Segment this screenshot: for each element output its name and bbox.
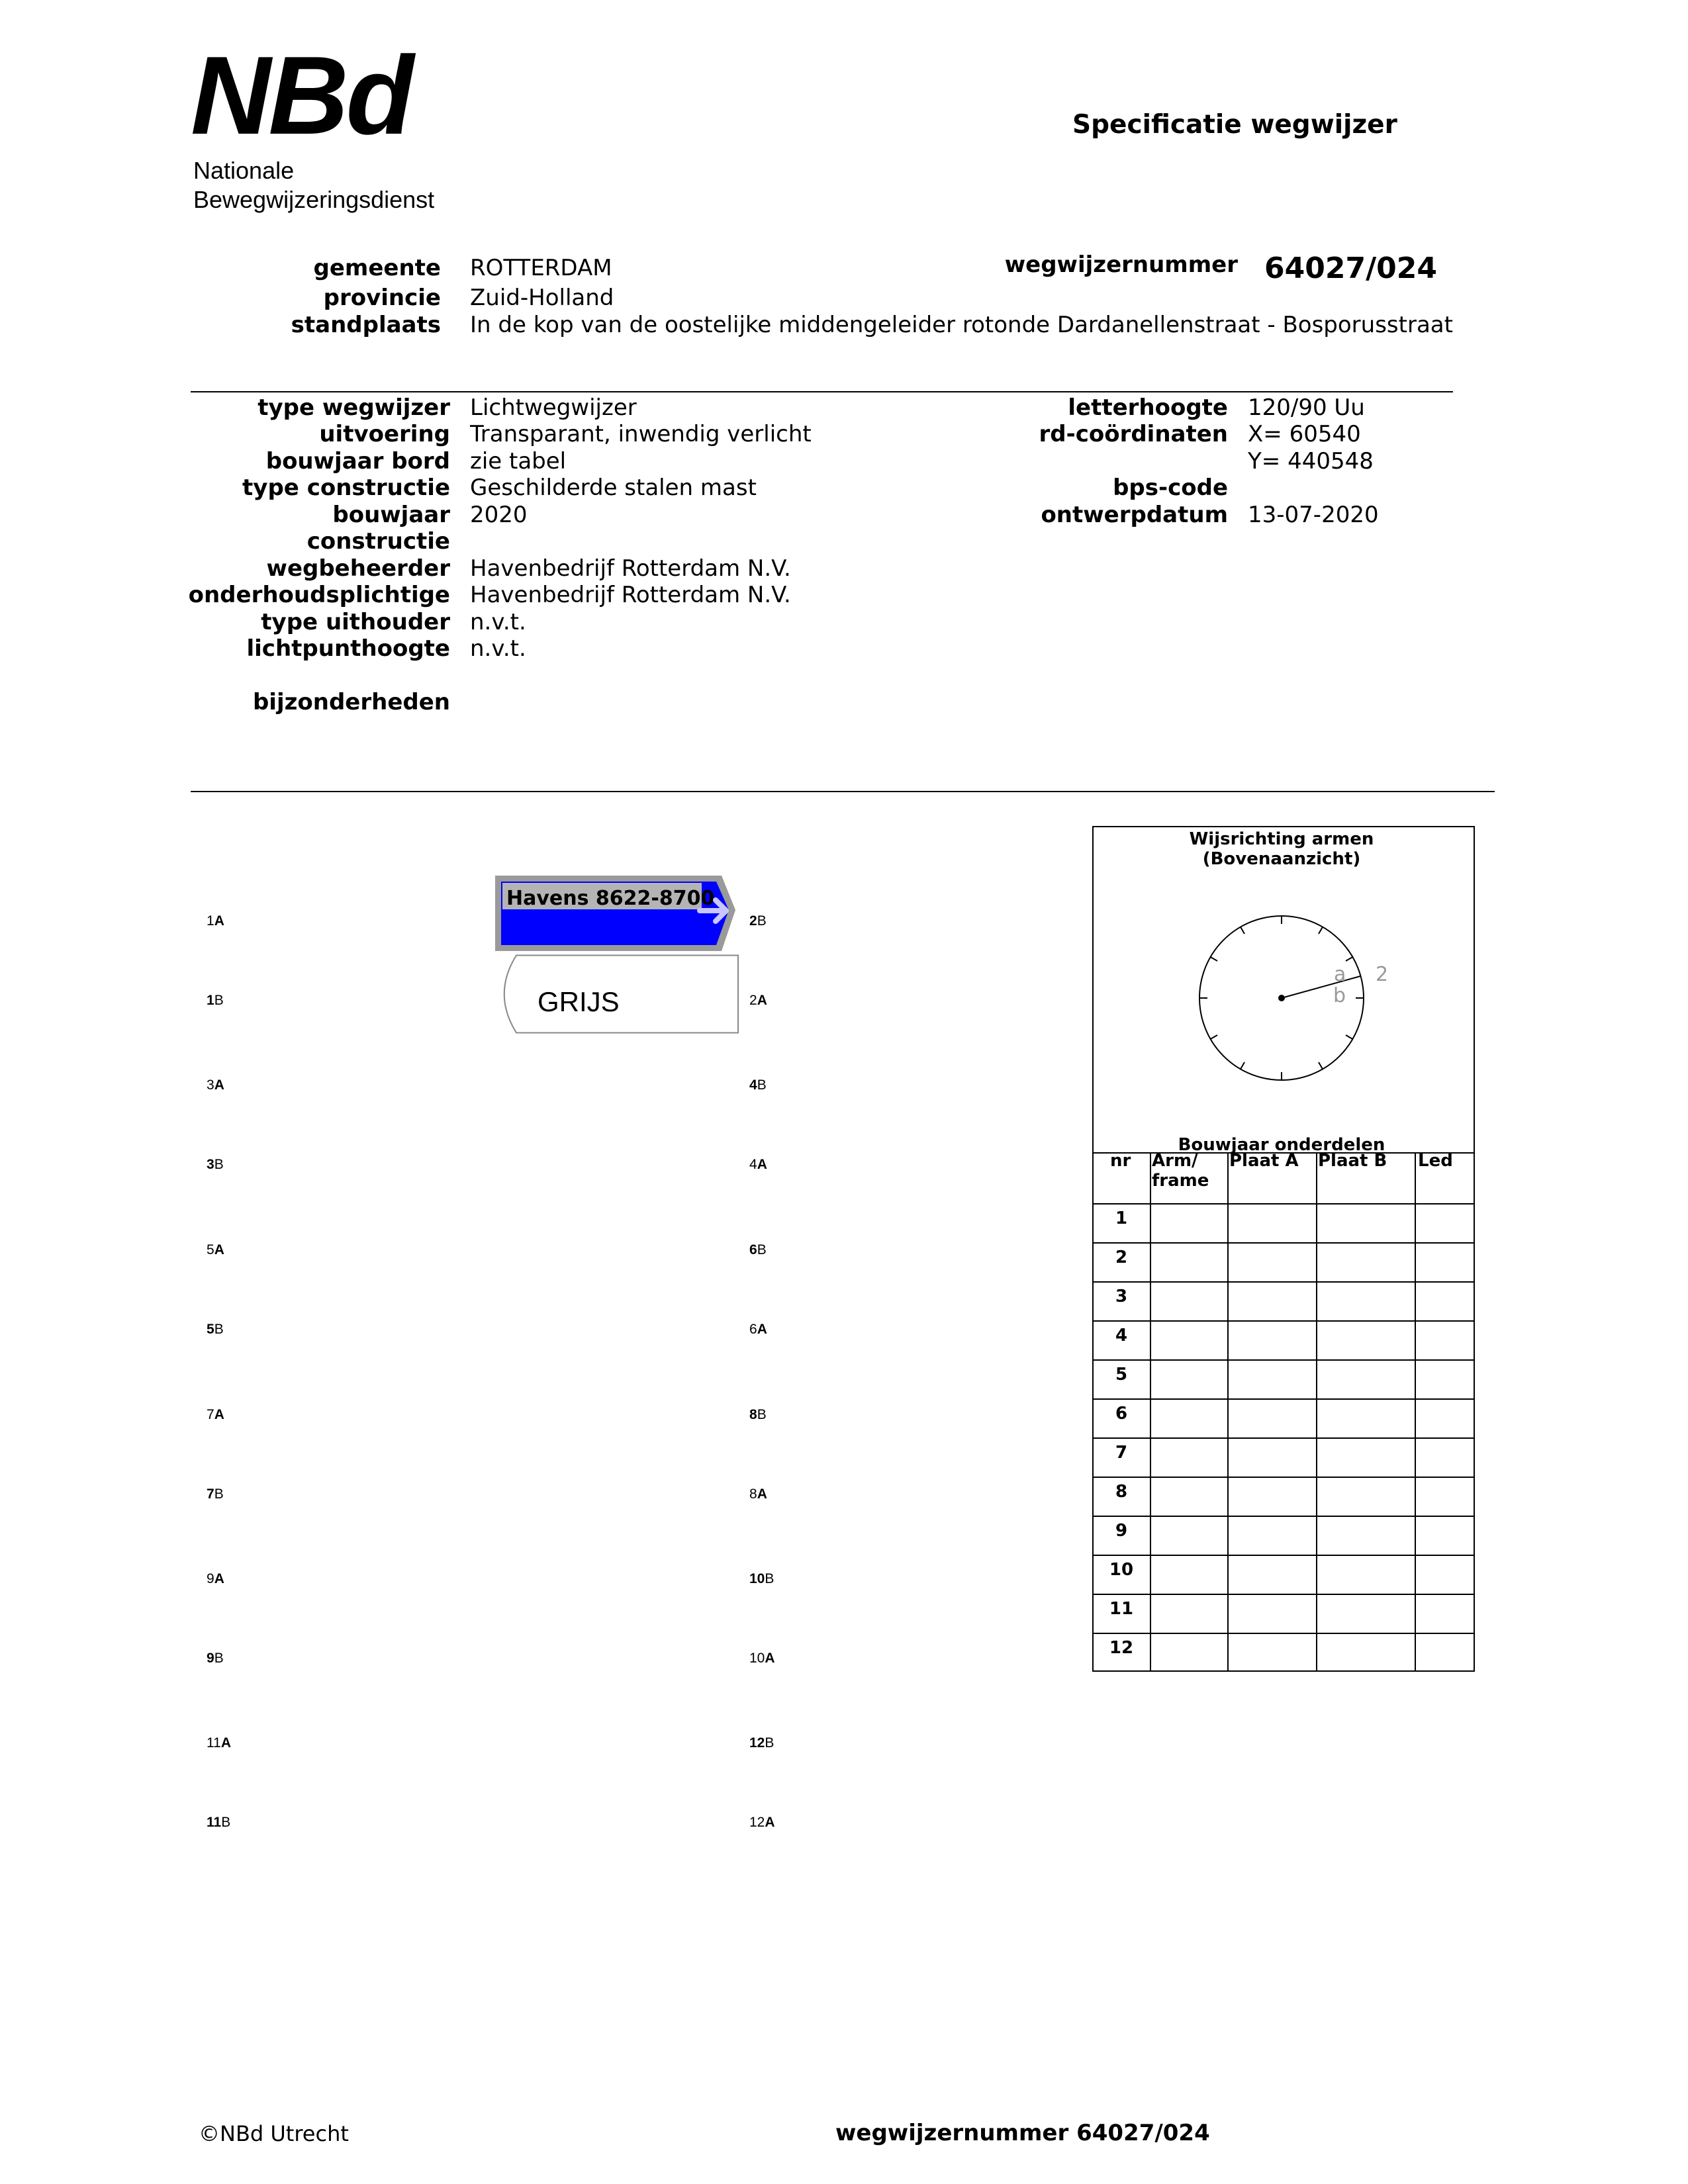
position-label [749,1077,767,1093]
position-label [207,1077,224,1093]
dial-tick [1319,1062,1323,1069]
position-letter: B [765,1735,774,1751]
table-row-number: 6 [1115,1404,1128,1424]
spec-value: Havenbedrijf Rotterdam N.V. [470,582,791,608]
wegwijzernummer-value: 64027/024 [1264,251,1437,285]
dial-tick [1211,957,1217,961]
position-label [749,1157,767,1173]
table-row-number: 10 [1109,1560,1134,1580]
dial-label-arm: 2 [1376,963,1389,986]
position-number: 3 [207,1077,214,1093]
position-label [207,1571,224,1587]
spec-value: 120/90 Uu [1248,394,1365,421]
position-number: 8 [749,1486,757,1502]
position-number: 11 [207,1815,222,1830]
dial-tick [1346,1035,1352,1039]
spec-value: Geschilderde stalen mast [470,475,757,501]
position-number: 3 [207,1157,214,1172]
position-label [207,1651,224,1666]
table-row-number: 9 [1115,1521,1128,1541]
spec-value: n.v.t. [470,609,526,635]
spec-label: bouwjaar bord [265,448,450,475]
table-header-nr: nr [1110,1151,1131,1171]
logo-line-1: Nationale [193,157,295,184]
spec-label: wegbeheerder [266,555,450,582]
position-letter: B [214,1157,224,1172]
position-number: 2 [749,993,757,1008]
position-letter: B [757,1077,767,1093]
position-letter: B [214,1486,224,1502]
position-number: 8 [749,1407,757,1422]
panel-title-1: Wijsrichting armen [1189,829,1374,849]
divider-top [191,391,1453,392]
direction-panel [1092,826,1475,1673]
spec-label: rd-coördinaten [1039,421,1228,447]
dial-tick [1346,957,1352,961]
spec-label: bps-code [1113,475,1228,501]
position-number: 5 [207,1322,214,1337]
position-number: 12 [749,1735,765,1751]
position-number: 6 [749,1322,757,1337]
arm-pointer [1282,976,1360,998]
table-row-number: 8 [1115,1482,1128,1502]
position-letter: B [214,1322,224,1337]
spec-label: type constructie [242,475,450,501]
table-header-frame: frame [1152,1171,1209,1191]
table-header-plaat-a: Plaat A [1229,1151,1299,1171]
sign-2-text: GRIJS [538,986,620,1017]
position-number: 10 [749,1571,765,1586]
provincie-label: provincie [323,285,441,311]
position-letter: A [757,993,767,1008]
position-letter: A [757,1157,767,1172]
table-header-led: Led [1418,1151,1453,1171]
position-number: 9 [207,1571,214,1586]
footer-copyright: ©NBd Utrecht [199,2121,349,2146]
position-letter: A [757,1322,767,1337]
spec-label-continued: constructie [306,528,450,555]
table-row-number: 7 [1115,1443,1128,1463]
dial-tick [1241,927,1244,934]
position-label [207,1815,230,1831]
position-label [207,1735,231,1751]
gemeente-value: ROTTERDAM [470,255,612,281]
position-letter: B [214,993,224,1008]
spec-label: lichtpunthoogte [246,635,450,662]
spec-label: type wegwijzer [258,394,450,421]
position-label [207,1322,224,1338]
position-label [207,1486,224,1502]
position-number: 1 [207,913,214,929]
spec-value: Transparant, inwendig verlicht [470,421,812,447]
position-number: 12 [749,1815,765,1830]
position-letter: B [765,1571,774,1586]
position-letter: A [214,1407,224,1422]
position-number: 4 [749,1077,757,1093]
spec-label: letterhoogte [1068,394,1228,421]
position-label [207,1242,224,1258]
position-letter: A [220,1735,231,1751]
table-header-plaat-b: Plaat B [1318,1151,1387,1171]
position-letter: B [757,1407,767,1422]
position-label [749,1735,774,1751]
position-letter: B [757,913,767,929]
logo-line-2: Bewegwijzeringsdienst [193,186,435,213]
position-label [749,1486,767,1502]
position-label [749,993,767,1009]
position-number: 10 [749,1651,765,1666]
table-row-number: 2 [1115,1248,1128,1267]
logo-brand: NBd [191,33,412,158]
position-letter: A [214,1077,224,1093]
spec-label: onderhoudsplichtige [188,582,450,608]
table-row-number: 4 [1115,1326,1128,1345]
position-number: 11 [207,1735,221,1751]
table-row-number: 11 [1109,1599,1134,1619]
table-row-number: 3 [1115,1287,1128,1306]
standplaats-label: standplaats [291,312,441,338]
spec-label: bouwjaar [332,502,450,528]
footer-wegwijzernummer: wegwijzernummer 64027/024 [835,2120,1210,2146]
table-row-number: 1 [1115,1208,1128,1228]
dial-label-b: b [1333,984,1346,1007]
compass-dial [1199,916,1388,1080]
table-title: Bouwjaar onderdelen [1178,1135,1385,1155]
spec-label: bijzonderheden [252,689,450,715]
dial-tick [1211,1035,1217,1039]
spec-value: 13-07-2020 [1248,502,1379,528]
position-number: 2 [749,913,757,929]
dial-tick [1241,1062,1244,1069]
spec-value-continued: Y= 440548 [1248,448,1374,475]
table-header-arm: Arm/ [1152,1151,1198,1171]
position-label [749,1815,775,1831]
position-letter: A [757,1486,767,1502]
spec-label: type uithouder [261,609,450,635]
position-number: 7 [207,1407,214,1422]
document-title: Specificatie wegwijzer [1072,110,1397,140]
position-number: 9 [207,1651,214,1666]
spec-value: zie tabel [470,448,567,475]
position-letter: B [214,1651,224,1666]
position-label [749,913,767,929]
position-label [749,1407,767,1423]
spec-value: n.v.t. [470,635,526,662]
spec-value: Lichtwegwijzer [470,394,637,421]
direction-panel-lines [1092,826,1475,1673]
position-number: 4 [749,1157,757,1172]
position-label [749,1242,767,1258]
position-label [207,1407,224,1423]
position-label [749,1651,775,1666]
position-label [207,913,224,929]
position-label [749,1322,767,1338]
position-letter: A [214,913,224,929]
table-row-number: 12 [1109,1638,1134,1658]
table-row-number: 5 [1115,1365,1128,1385]
position-letter: B [221,1815,231,1830]
position-number: 6 [749,1242,757,1257]
dial-tick [1319,927,1323,934]
panel-title-2: (Bovenaanzicht) [1202,849,1361,869]
dial-label-a: a [1334,963,1346,986]
standplaats-value: In de kop van de oostelijke middengeleider rotonde Dardanellenstraat - Bosporusstraat [470,312,1453,338]
position-number: 5 [207,1242,214,1257]
position-letter: A [765,1815,775,1830]
sign-1-text: Havens 8622-8700 [506,887,715,910]
divider-bottom [191,791,1495,792]
spec-label: ontwerpdatum [1041,502,1228,528]
position-label [207,1157,224,1173]
provincie-value: Zuid-Holland [470,285,614,311]
gemeente-label: gemeente [313,255,441,281]
position-letter: A [214,1242,224,1257]
position-label [749,1571,774,1587]
position-number: 1 [207,993,214,1008]
position-number: 7 [207,1486,214,1502]
position-label [207,993,224,1009]
spec-value: X= 60540 [1248,421,1361,447]
position-letter: B [757,1242,767,1257]
spec-value: Havenbedrijf Rotterdam N.V. [470,555,791,582]
spec-value: 2020 [470,502,528,528]
sign-1 [493,874,738,953]
wegwijzernummer-label: wegwijzernummer [1004,251,1238,278]
sign-2 [491,954,741,1036]
position-letter: A [765,1651,775,1666]
position-letter: A [214,1571,224,1586]
spec-label: uitvoering [319,421,450,447]
